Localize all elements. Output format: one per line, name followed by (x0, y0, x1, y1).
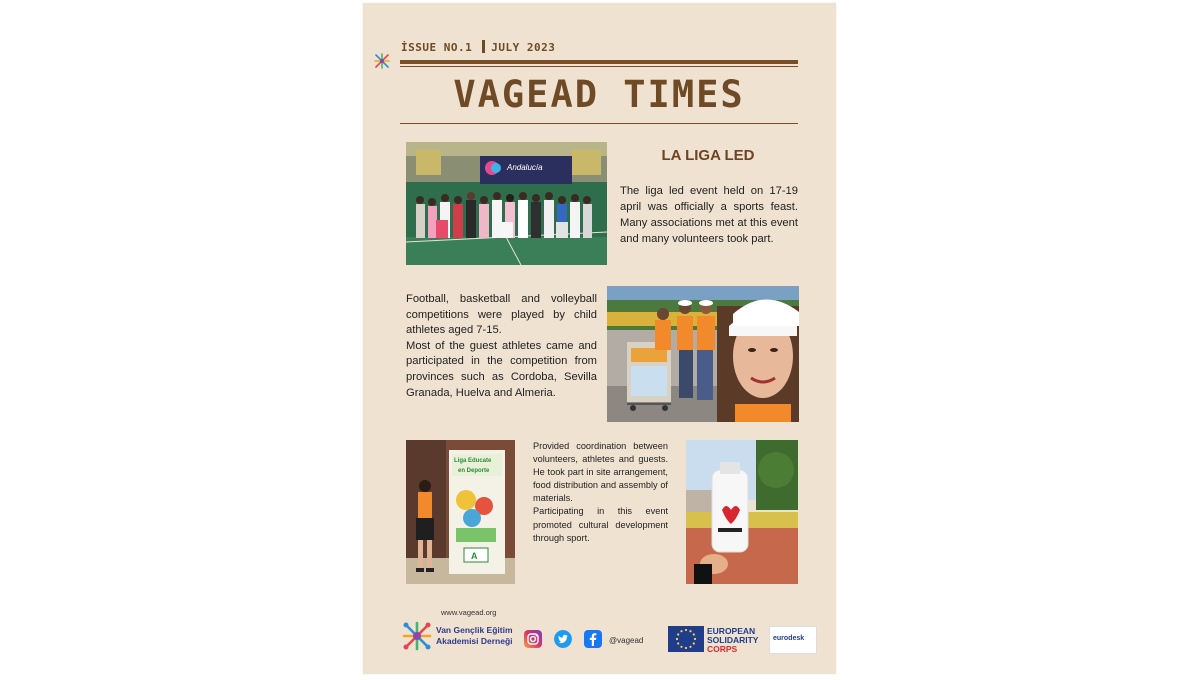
title-rule (400, 123, 798, 124)
volunteers-photo (607, 286, 799, 422)
article-heading: LA LIGA LED (661, 147, 755, 164)
facebook-icon[interactable] (584, 630, 602, 648)
issue-separator (482, 40, 485, 53)
vagead-logo-icon (374, 53, 390, 69)
article-coordination: Provided coordination between volunteers, athletes and guests. He took part in site arrangement, food distribution and assembly of materials. Participating in this event promoted cultural development through sport. (533, 441, 668, 543)
eurodesk-logo (769, 626, 817, 654)
svg-text:A: A (471, 551, 478, 561)
organization-name (436, 625, 513, 647)
bottle-photo (686, 440, 798, 584)
issue-line (401, 40, 555, 54)
website-url[interactable]: www.vagead.org (441, 608, 497, 617)
org-name-line2: Akademisi Derneği (436, 636, 513, 646)
svg-text:Liga Educate: Liga Educate (454, 458, 492, 464)
european-solidarity-corps-logo (707, 627, 758, 654)
group-photo (406, 142, 607, 265)
social-handle[interactable]: @vagead (609, 636, 644, 645)
header-rule-thick (400, 60, 798, 64)
esc-line3: CORPS (707, 644, 738, 654)
esc-line2: SOLIDARITY (707, 635, 759, 645)
banner-text: Andalucía (507, 163, 543, 172)
issue-number: İSSUE NO.1 (401, 41, 473, 54)
article-intro: The liga led event held on 17-19 april was officially a sports feast. Many associations met at this event and many volunteers took part. (620, 185, 798, 245)
svg-text:en Deporte: en Deporte (458, 468, 490, 474)
issue-date: JULY 2023 (491, 41, 556, 54)
header-rule-thin (400, 66, 798, 67)
newsletter-page (363, 3, 836, 674)
eu-flag-icon (668, 626, 704, 652)
twitter-icon[interactable] (554, 630, 572, 648)
esc-line1: EUROPEAN (707, 626, 756, 636)
org-name-line1: Van Gençlik Eğitim (436, 625, 513, 635)
article-competitions: Football, basketball and volleyball competitions were played by child athletes aged 7-15. Most of the guest athletes came and participated in the competition from provinces such as Cordoba, Sevilla Granada, Huelva and Almeria. (406, 293, 597, 399)
eurodesk-label: eurodesk (773, 635, 805, 642)
newsletter-title: VAGEAD TIMES (453, 73, 745, 116)
instagram-icon[interactable] (524, 630, 542, 648)
rollup-photo (406, 440, 515, 584)
vagead-logo-icon (402, 621, 432, 651)
